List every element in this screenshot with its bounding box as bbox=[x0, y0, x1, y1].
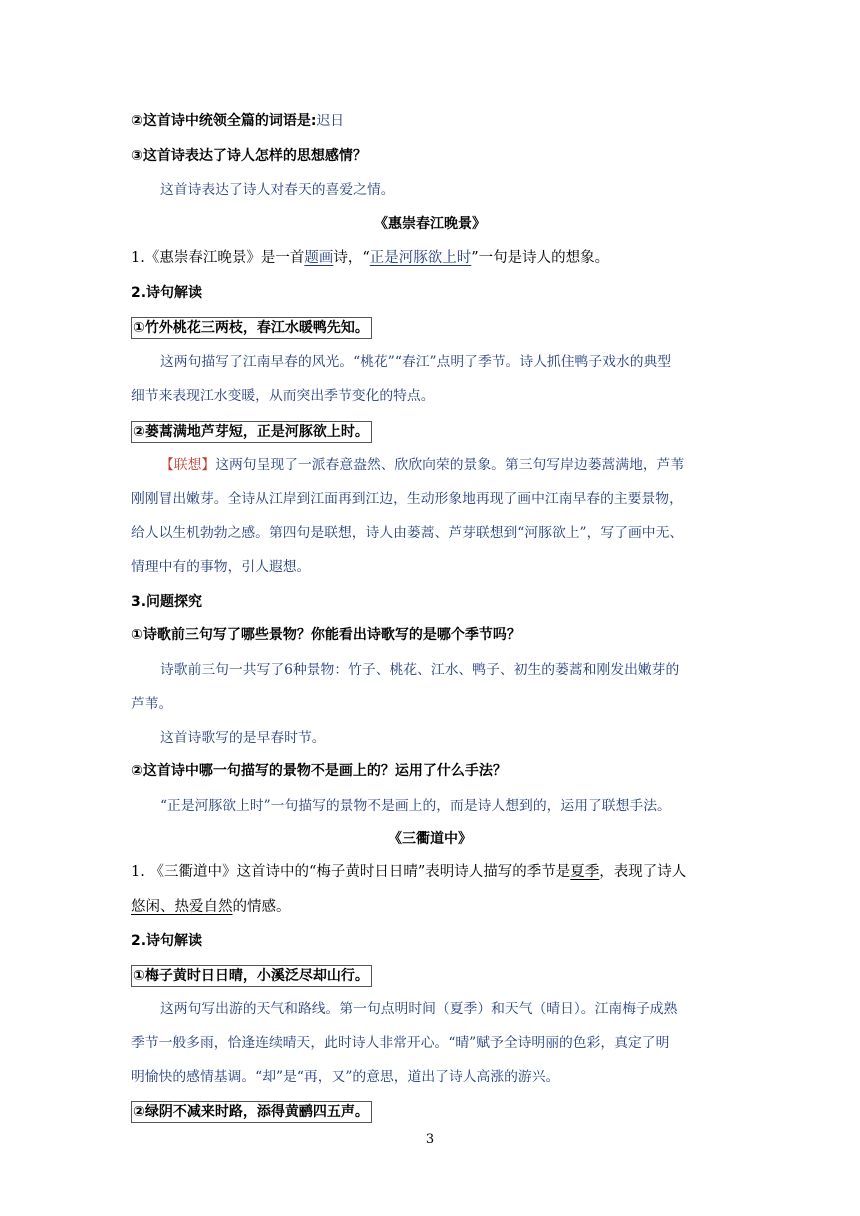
poem-2-line-2-exp-1 bbox=[160, 455, 760, 475]
poem-2-section-3: 3.问题探究 bbox=[131, 594, 203, 610]
poem-2-answer-1b: 芦苇。 bbox=[131, 696, 173, 712]
poem-2-question-1: ①诗歌前三句写了哪些景物？你能看出诗歌写的是哪个季节吗？ bbox=[131, 627, 521, 643]
question-3-answer: 这首诗表达了诗人对春天的喜爱之情。 bbox=[160, 182, 395, 198]
poem-2-line-1-exp-1: 这两句描写了江南早春的风光。“桃花”“春江”点明了季节。诗人抓住鸭子戏水的典型 bbox=[160, 354, 672, 370]
intro-blank-feeling: 悠闲、热爱自然 bbox=[131, 899, 233, 915]
intro-text: ，表现了诗人 bbox=[599, 864, 687, 880]
poem-2-line-1 bbox=[131, 317, 731, 339]
poem-3-intro-2 bbox=[131, 897, 731, 917]
poem-3-line-2 bbox=[131, 1101, 731, 1123]
poem-line-boxed: ①竹外桃花三两枝，春江水暖鸭先知。 bbox=[131, 317, 372, 339]
poem-2-title: 《惠崇春江晚景》 bbox=[374, 216, 486, 232]
poem-2-line-1-exp-2: 细节来表现江水变暖，从而突出季节变化的特点。 bbox=[131, 388, 435, 404]
question-3: ③这首诗表达了诗人怎样的思想感情？ bbox=[131, 148, 367, 164]
poem-line-boxed: ②蒌蒿满地芦芽短，正是河豚欲上时。 bbox=[131, 421, 372, 443]
question-2-answer: 迟日 bbox=[316, 113, 345, 129]
intro-text: 1.《惠崇春江晚景》是一首 bbox=[131, 250, 305, 266]
poem-3-line-1-exp-3: 明愉快的感情基调。“却”是“再，又”的意思，道出了诗人高涨的游兴。 bbox=[131, 1069, 560, 1085]
poem-2-line-2 bbox=[131, 421, 731, 443]
poem-2-answer-1c: 这首诗歌写的是早春时节。 bbox=[160, 730, 326, 746]
poem-2-question-2: ②这首诗中哪一句描写的景物不是画上的？运用了什么手法？ bbox=[131, 763, 507, 779]
poem-3-title: 《三衢道中》 bbox=[388, 831, 472, 847]
association-tag: 【联想】 bbox=[160, 457, 216, 473]
intro-text: ”一句是诗人的想象。 bbox=[471, 250, 610, 266]
question-2-label: ②这首诗中统领全篇的词语是: bbox=[131, 113, 317, 129]
poem-line-boxed: ①梅子黄时日日晴，小溪泛尽却山行。 bbox=[131, 965, 372, 987]
intro-blank-season: 夏季 bbox=[570, 864, 600, 880]
poem-2-line-2-exp-3: 给人以生机勃勃之感。第四句是联想，诗人由蒌蒿、芦芽联想到“河豚欲上”，写了画中无、 bbox=[131, 525, 684, 541]
page-number: 3 bbox=[425, 1132, 435, 1147]
poem-2-line-2-exp-4: 情理中有的事物，引人遐想。 bbox=[131, 559, 311, 575]
poem-3-line-1 bbox=[131, 965, 731, 987]
poem-2-line-2-exp-2: 刚刚冒出嫩芽。全诗从江岸到江面再到江边，生动形象地再现了画中江南早春的主要景物， bbox=[131, 491, 683, 507]
intro-text: 诗，“ bbox=[333, 250, 370, 266]
intro-blank-2: 正是河豚欲上时 bbox=[369, 250, 472, 266]
poem-2-section-2: 2.诗句解读 bbox=[131, 285, 203, 301]
poem-2-intro bbox=[131, 248, 731, 268]
poem-2-answer-1a: 诗歌前三句一共写了6种景物：竹子、桃花、江水、鸭子、初生的蒌蒿和刚发出嫩芽的 bbox=[160, 662, 680, 678]
poem-3-intro-1 bbox=[131, 862, 731, 882]
question-2-line bbox=[131, 111, 731, 131]
poem-3-line-1-exp-1: 这两句写出游的天气和路线。第一句点明时间（夏季）和天气（晴日）。江南梅子成熟 bbox=[160, 1001, 678, 1017]
poem-3-section-2: 2.诗句解读 bbox=[131, 933, 203, 949]
poem-line-boxed: ②绿阴不减来时路，添得黄鹂四五声。 bbox=[131, 1101, 372, 1123]
intro-text: 1. 《三衢道中》这首诗中的“梅子黄时日日晴”表明诗人描写的季节是 bbox=[131, 864, 571, 880]
intro-blank-1: 题画 bbox=[304, 250, 334, 266]
intro-text: 的情感。 bbox=[232, 899, 291, 915]
poem-2-answer-2: “正是河豚欲上时”一句描写的景物不是画上的，而是诗人想到的，运用了联想手法。 bbox=[160, 798, 671, 814]
poem-3-line-1-exp-2: 季节一般多雨，恰逢连续晴天，此时诗人非常开心。“晴”赋予全诗明丽的色彩，真定了明 bbox=[131, 1035, 670, 1051]
exp-text: 这两句呈现了一派春意盎然、欣欣向荣的景象。第三句写岸边蒌蒿满地，芦苇 bbox=[215, 457, 685, 473]
